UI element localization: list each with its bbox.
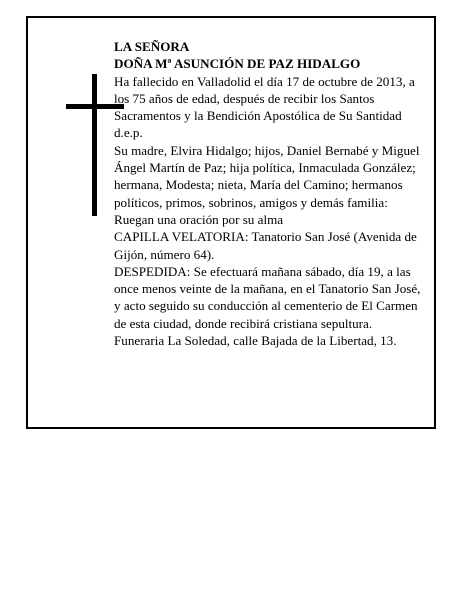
farewell-info: DESPEDIDA: Se efectuará mañana sábado, día 19, a las once menos veinte de la mañana, en el Tanatorio San José, y acto seguido su conducción al cementerio de El Carmen de esta ciudad, donde recibirá cristiana sepultura.: [114, 263, 421, 331]
notice-title-line1: LA SEÑORA: [114, 39, 190, 54]
funeral-home: Funeraria La Soledad, calle Bajada de la Libertad, 13.: [114, 333, 397, 349]
chapel-info: CAPILLA VELATORIA: Tanatorio San José (Avenida de Gijón, número 64).: [114, 229, 417, 262]
family-list: Su madre, Elvira Hidalgo; hijos, Daniel Bernabé y Miguel Ángel Martín de Paz; hija política, Inmaculada González; hermana, Modesta; nieta, María del Camino; hermanos políticos, primos, sobrinos, amigos y demás familia:: [114, 142, 420, 210]
notice-text: [114, 38, 426, 349]
deceased-name: DOÑA Mª ASUNCIÓN DE PAZ HIDALGO: [114, 56, 361, 72]
cross-vertical-bar: [92, 74, 97, 216]
prayer-request: Ruegan una oración por su alma: [114, 211, 284, 227]
death-statement: Ha fallecido en Valladolid el día 17 de octubre de 2013, a los 75 años de edad, después de recibir los Santos Sacramentos y la Bendición Apostólica de Su Santidad d.e.p.: [114, 73, 415, 141]
